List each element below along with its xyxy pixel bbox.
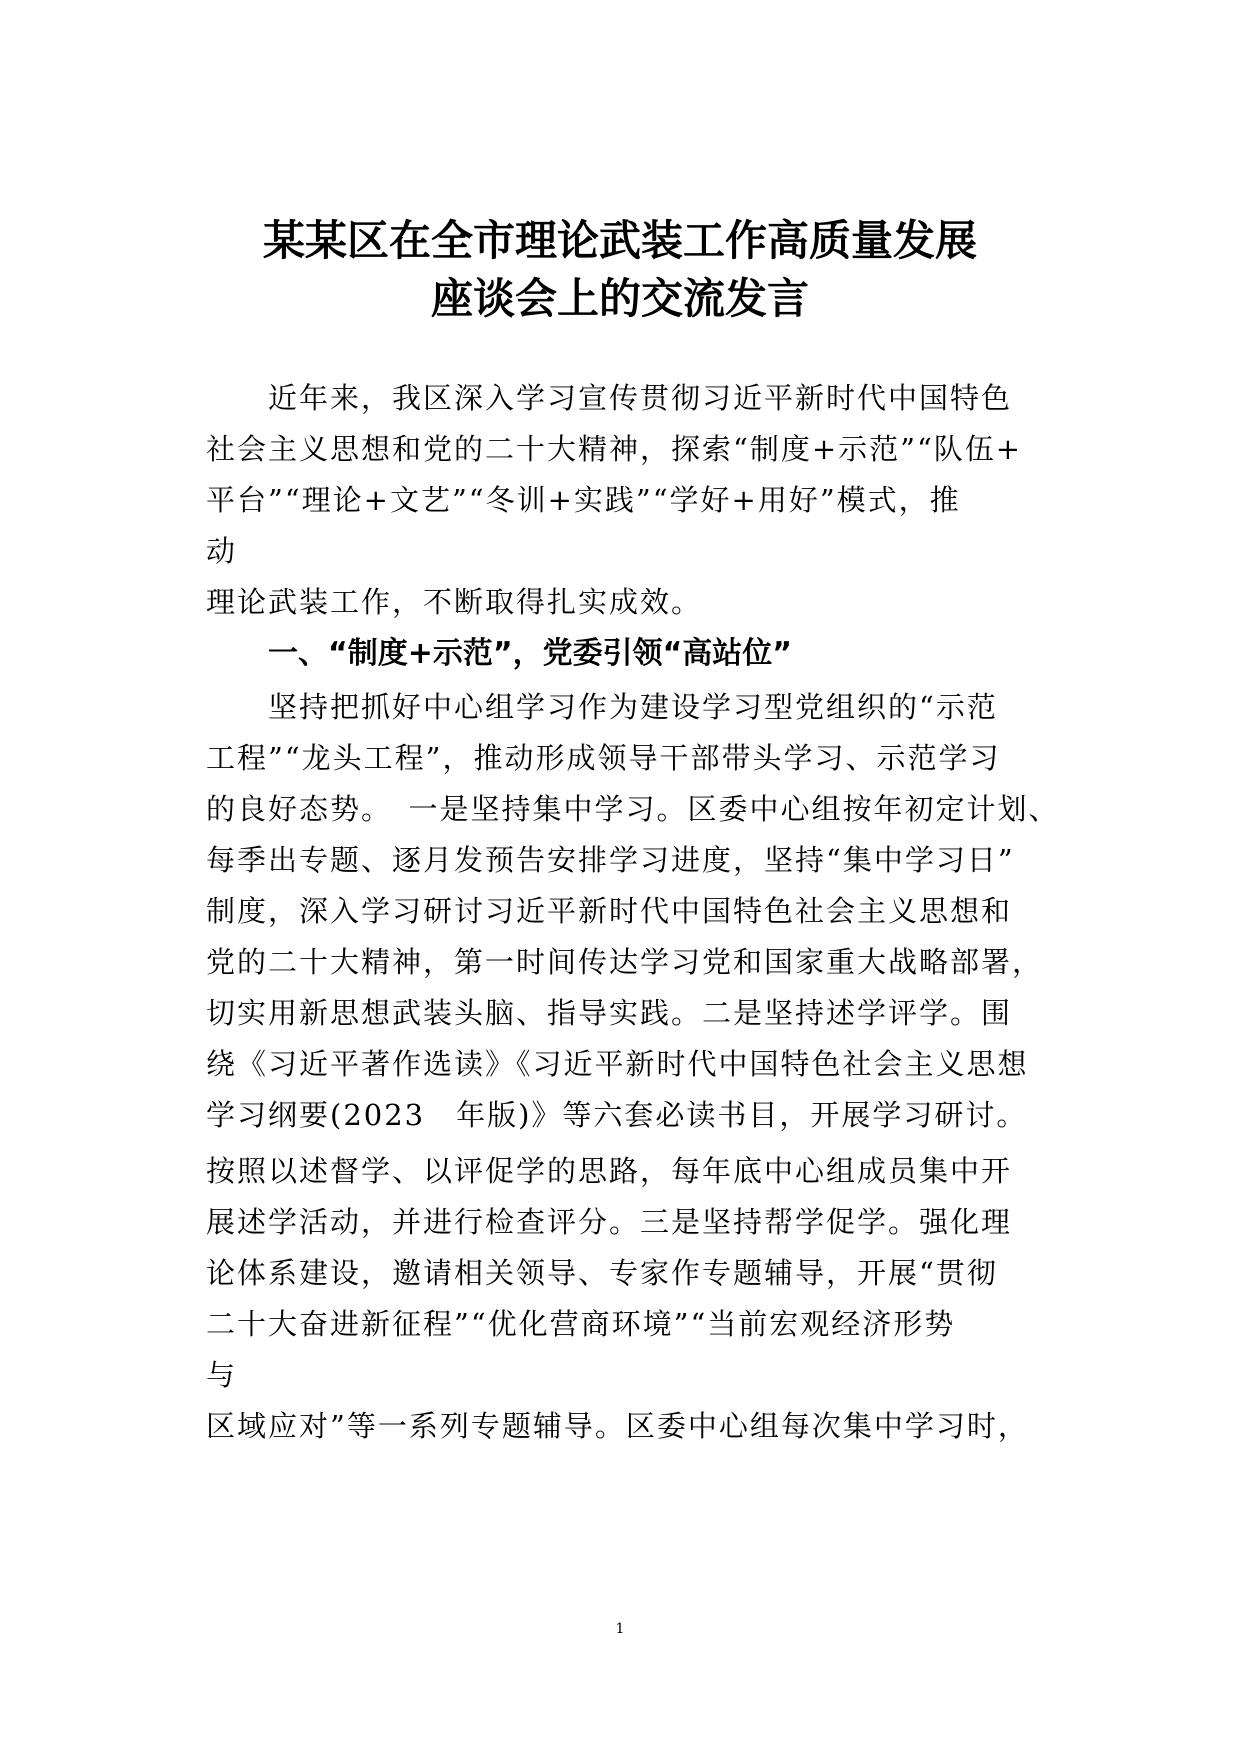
document-title: [0, 212, 1240, 328]
paragraph-line: 理论武装工作，不断取得扎实成效。: [206, 585, 703, 619]
paragraph-line: 论体系建设，邀请相关领导、专家作专题辅导，开展“贯彻: [206, 1256, 998, 1290]
paragraph-line: 二十大奋进新征程”“优化营商环境”“当前宏观经济形势: [206, 1307, 956, 1341]
paragraph-line: 与: [206, 1358, 238, 1392]
section-heading: 一、“制度+示范”，党委引领“高站位”: [268, 636, 793, 671]
title-line-1: 某某区在全市理论武装工作高质量发展: [262, 216, 977, 265]
title-line-2: 座谈会上的交流发言: [430, 274, 809, 323]
paragraph-line: 每季出专题、逐月发预告安排学习进度，坚持“集中学习日”: [206, 843, 1015, 877]
page-number: 1: [615, 1621, 625, 1637]
paragraph-line: 近年来，我区深入学习宣传贯彻习近平新时代中国特色: [206, 381, 1013, 415]
paragraph-line: 的良好态势。 一是坚持集中学习。区委中心组按年初定计划、: [206, 792, 1060, 826]
paragraph-line: 按照以述督学、以评促学的思路，每年底中心组成员集中开: [206, 1154, 1013, 1188]
paragraph-line: 制度，深入学习研讨习近平新时代中国特色社会主义思想和: [206, 894, 1013, 928]
paragraph-line: 区域应对”等一系列专题辅导。区委中心组每次集中学习时，: [206, 1409, 1029, 1443]
paragraph-line: 学习纲要(2023 年版)》等六套必读书目，开展学习研讨。: [206, 1098, 1028, 1132]
paragraph-line: 工程”“龙头工程”，推动形成领导干部带头学习、示范学习: [206, 741, 1001, 775]
paragraph-line: 平台”“理论+文艺”“冬训+实践”“学好+用好”模式，推: [206, 483, 961, 517]
paragraph-line: 展述学活动，并进行检查评分。三是坚持帮学促学。强化理: [206, 1205, 1013, 1239]
paragraph-line: 党的二十大精神，第一时间传达学习党和国家重大战略部署，: [206, 945, 1044, 979]
paragraph-line: 切实用新思想武装头脑、指导实践。二是坚持述学评学。围: [206, 996, 1013, 1030]
paragraph-line: 动: [206, 534, 238, 568]
paragraph-line: 坚持把抓好中心组学习作为建设学习型党组织的“示范: [206, 690, 998, 724]
paragraph-line: 社会主义思想和党的二十大精神，探索“制度+示范”“队伍+: [206, 432, 1023, 466]
paragraph-line: 绕《习近平著作选读》《习近平新时代中国特色社会主义思想: [206, 1047, 1029, 1081]
